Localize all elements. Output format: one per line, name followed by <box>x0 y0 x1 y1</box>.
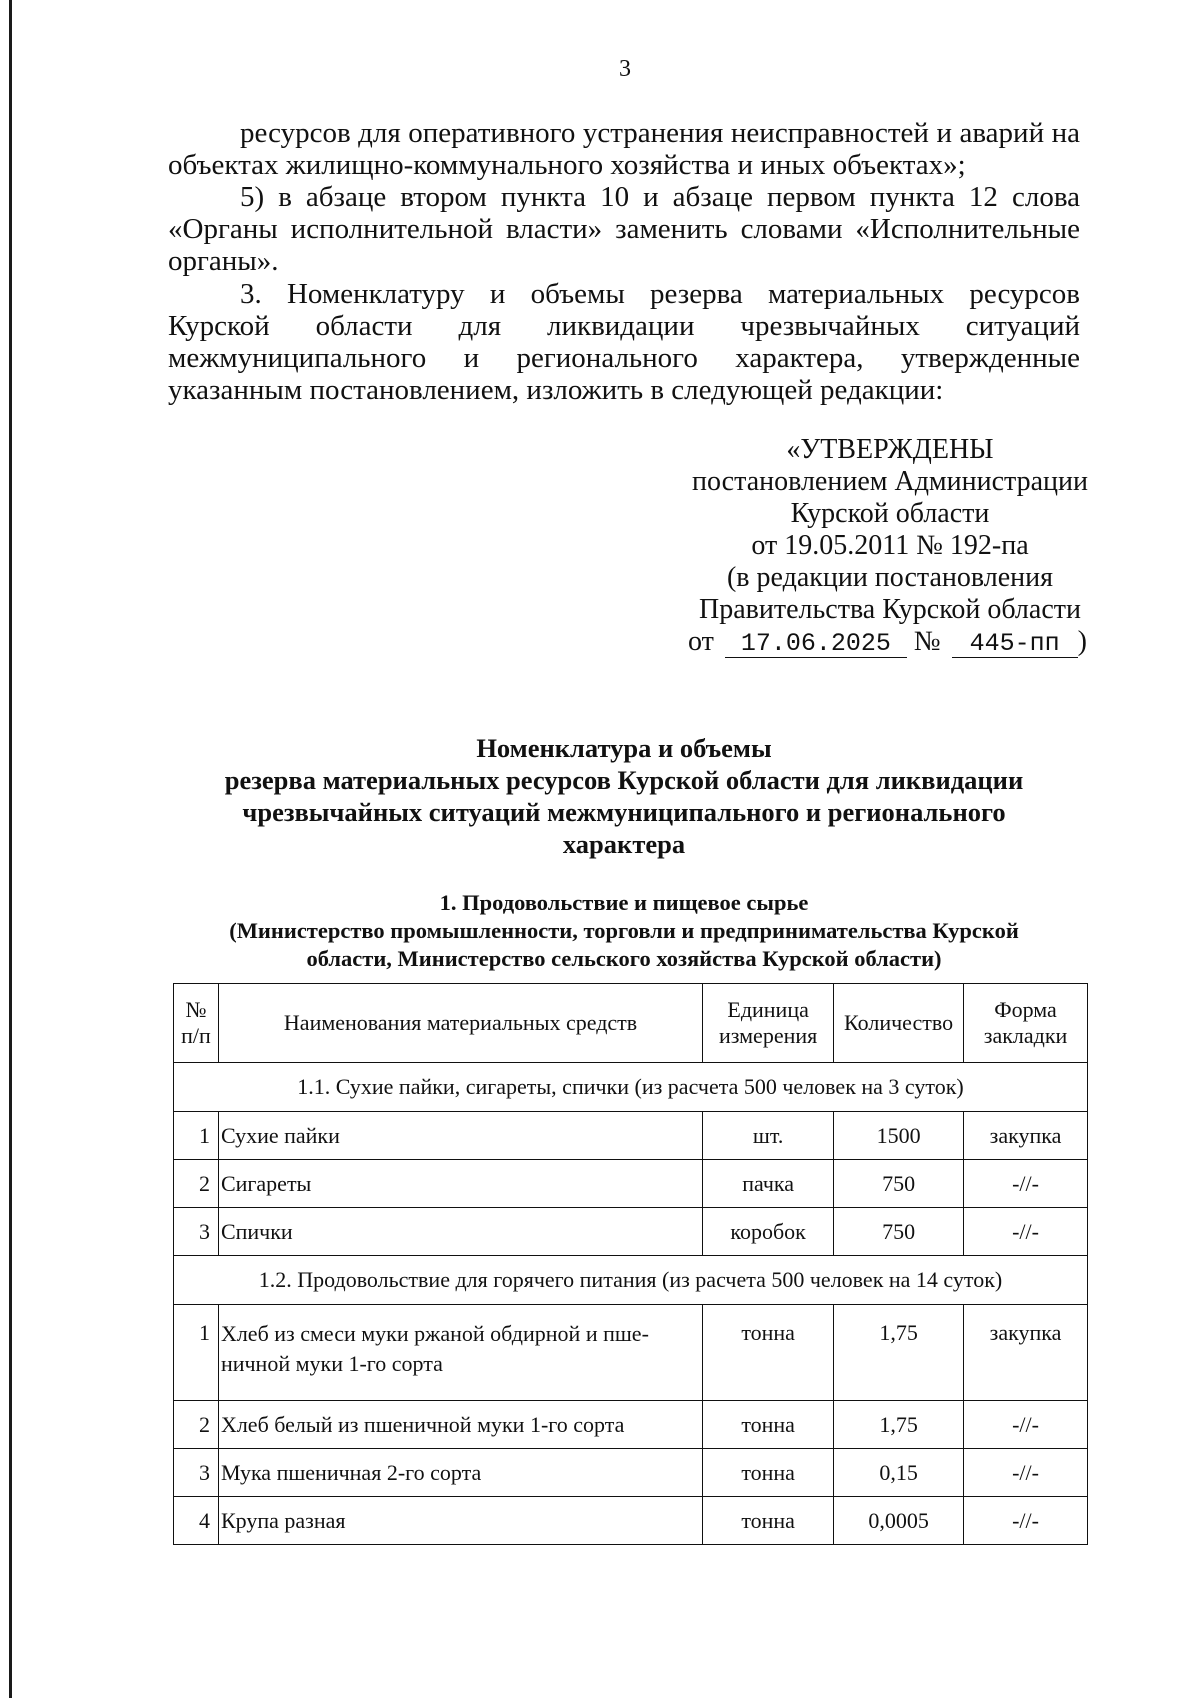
cell-name: Крупа разная <box>218 1497 702 1545</box>
section-title-line: области, Министерство сельского хозяйства Курской области) <box>306 946 942 971</box>
approval-line: постановлением Администрации <box>692 466 1088 497</box>
title-line: характера <box>562 829 686 859</box>
cell-name: Сухие пайки <box>218 1112 702 1160</box>
cell-unit: шт. <box>703 1112 834 1160</box>
cell-qty: 1,75 <box>834 1305 964 1401</box>
title-line: резерва материальных ресурсов Курской области для ликвидации <box>224 765 1024 795</box>
cell-num: 1 <box>174 1112 219 1160</box>
cell-qty: 1,75 <box>834 1401 964 1449</box>
cell-unit: тонна <box>703 1305 834 1401</box>
cell-form: закупка <box>964 1112 1088 1160</box>
cell-form: закупка <box>964 1305 1088 1401</box>
cell-name: Мука пшеничная 2-го сорта <box>218 1449 702 1497</box>
cell-form: -//- <box>964 1160 1088 1208</box>
approval-line: Правительства Курской области <box>699 594 1081 625</box>
cell-qty: 1500 <box>834 1112 964 1160</box>
cell-qty: 0,0005 <box>834 1497 964 1545</box>
number-value: 445-пп <box>952 631 1078 658</box>
table-row <box>174 1401 1088 1449</box>
header-form: Форма закладки <box>964 984 1088 1063</box>
cell-qty: 0,15 <box>834 1449 964 1497</box>
group-caption: 1.2. Продовольствие для горячего питания (из расчета 500 человек на 14 суток) <box>174 1256 1088 1305</box>
page-number: 3 <box>619 56 631 82</box>
table-group-caption-row <box>174 1063 1088 1112</box>
table-row <box>174 1112 1088 1160</box>
approval-block <box>660 434 1120 658</box>
cell-num: 3 <box>174 1208 219 1256</box>
cell-unit: коробок <box>703 1208 834 1256</box>
date-value: 17.06.2025 <box>725 631 907 658</box>
approval-line: Курской области <box>790 498 990 529</box>
section-title-line: 1. Продовольствие и пищевое сырье <box>439 890 809 915</box>
table-row <box>174 1208 1088 1256</box>
cell-qty: 750 <box>834 1160 964 1208</box>
table-header-row <box>174 984 1088 1063</box>
cell-name: Сигареты <box>218 1160 702 1208</box>
paragraph-item-5: 5) в абзаце втором пункта 10 и абзаце первом пункта 12 слова «Органы исполнительной власти» заменить словами «Исполнительные органы». <box>168 181 1080 277</box>
cell-num: 4 <box>174 1497 219 1545</box>
approval-line: от 19.05.2011 № 192-па <box>751 530 1029 561</box>
approval-line: «УТВЕРЖДЕНЫ <box>786 434 994 465</box>
cell-form: -//- <box>964 1401 1088 1449</box>
resources-table <box>173 983 1088 1545</box>
cell-form: -//- <box>964 1449 1088 1497</box>
group-caption: 1.1. Сухие пайки, сигареты, спички (из расчета 500 человек на 3 суток) <box>174 1063 1088 1112</box>
cell-unit: тонна <box>703 1449 834 1497</box>
cell-name: Хлеб из смеси муки ржаной обдирной и пше- ничной муки 1-го сорта <box>218 1305 702 1401</box>
document-title <box>168 732 1080 860</box>
closing-bracket: ) <box>1077 626 1087 657</box>
cell-name: Хлеб белый из пшеничной муки 1-го сорта <box>218 1401 702 1449</box>
table-row <box>174 1449 1088 1497</box>
title-line: чрезвычайных ситуаций межмуниципального и регионального <box>242 797 1006 827</box>
cell-unit: тонна <box>703 1401 834 1449</box>
scan-edge-line <box>9 0 12 1698</box>
section-title <box>168 889 1080 973</box>
cell-form: -//- <box>964 1497 1088 1545</box>
section-title-line: (Министерство промышленности, торговли и предпринимательства Курской <box>229 918 1019 943</box>
cell-qty: 750 <box>834 1208 964 1256</box>
number-sign: № <box>913 626 941 657</box>
table-group-caption-row <box>174 1256 1088 1305</box>
paragraph-continuation: ресурсов для оперативного устранения неисправностей и аварий на объектах жилищно-коммунального хозяйства и иных объектах»; <box>168 117 1080 181</box>
cell-unit: тонна <box>703 1497 834 1545</box>
approval-date-line <box>660 626 1120 658</box>
date-prefix: от <box>688 626 714 657</box>
approval-line: (в редакции постановления <box>726 562 1054 593</box>
cell-unit: пачка <box>703 1160 834 1208</box>
header-num: № п/п <box>174 984 219 1063</box>
table-row <box>174 1305 1088 1401</box>
cell-name: Спички <box>218 1208 702 1256</box>
table-row <box>174 1160 1088 1208</box>
cell-num: 2 <box>174 1401 219 1449</box>
cell-num: 1 <box>174 1305 219 1401</box>
cell-num: 2 <box>174 1160 219 1208</box>
header-name: Наименования материальных средств <box>218 984 702 1063</box>
paragraph-item-3: 3. Номенклатуру и объемы резерва материальных ресурсов Курской области для ликвидации чрезвычайных ситуаций межмуниципального и регионального характера, утвержденные указанным постановлением, изложить в следующей редакции: <box>168 278 1080 406</box>
cell-form: -//- <box>964 1208 1088 1256</box>
table-row <box>174 1497 1088 1545</box>
cell-num: 3 <box>174 1449 219 1497</box>
header-unit: Единица измерения <box>703 984 834 1063</box>
header-qty: Количество <box>834 984 964 1063</box>
title-line: Номенклатура и объемы <box>476 733 772 763</box>
